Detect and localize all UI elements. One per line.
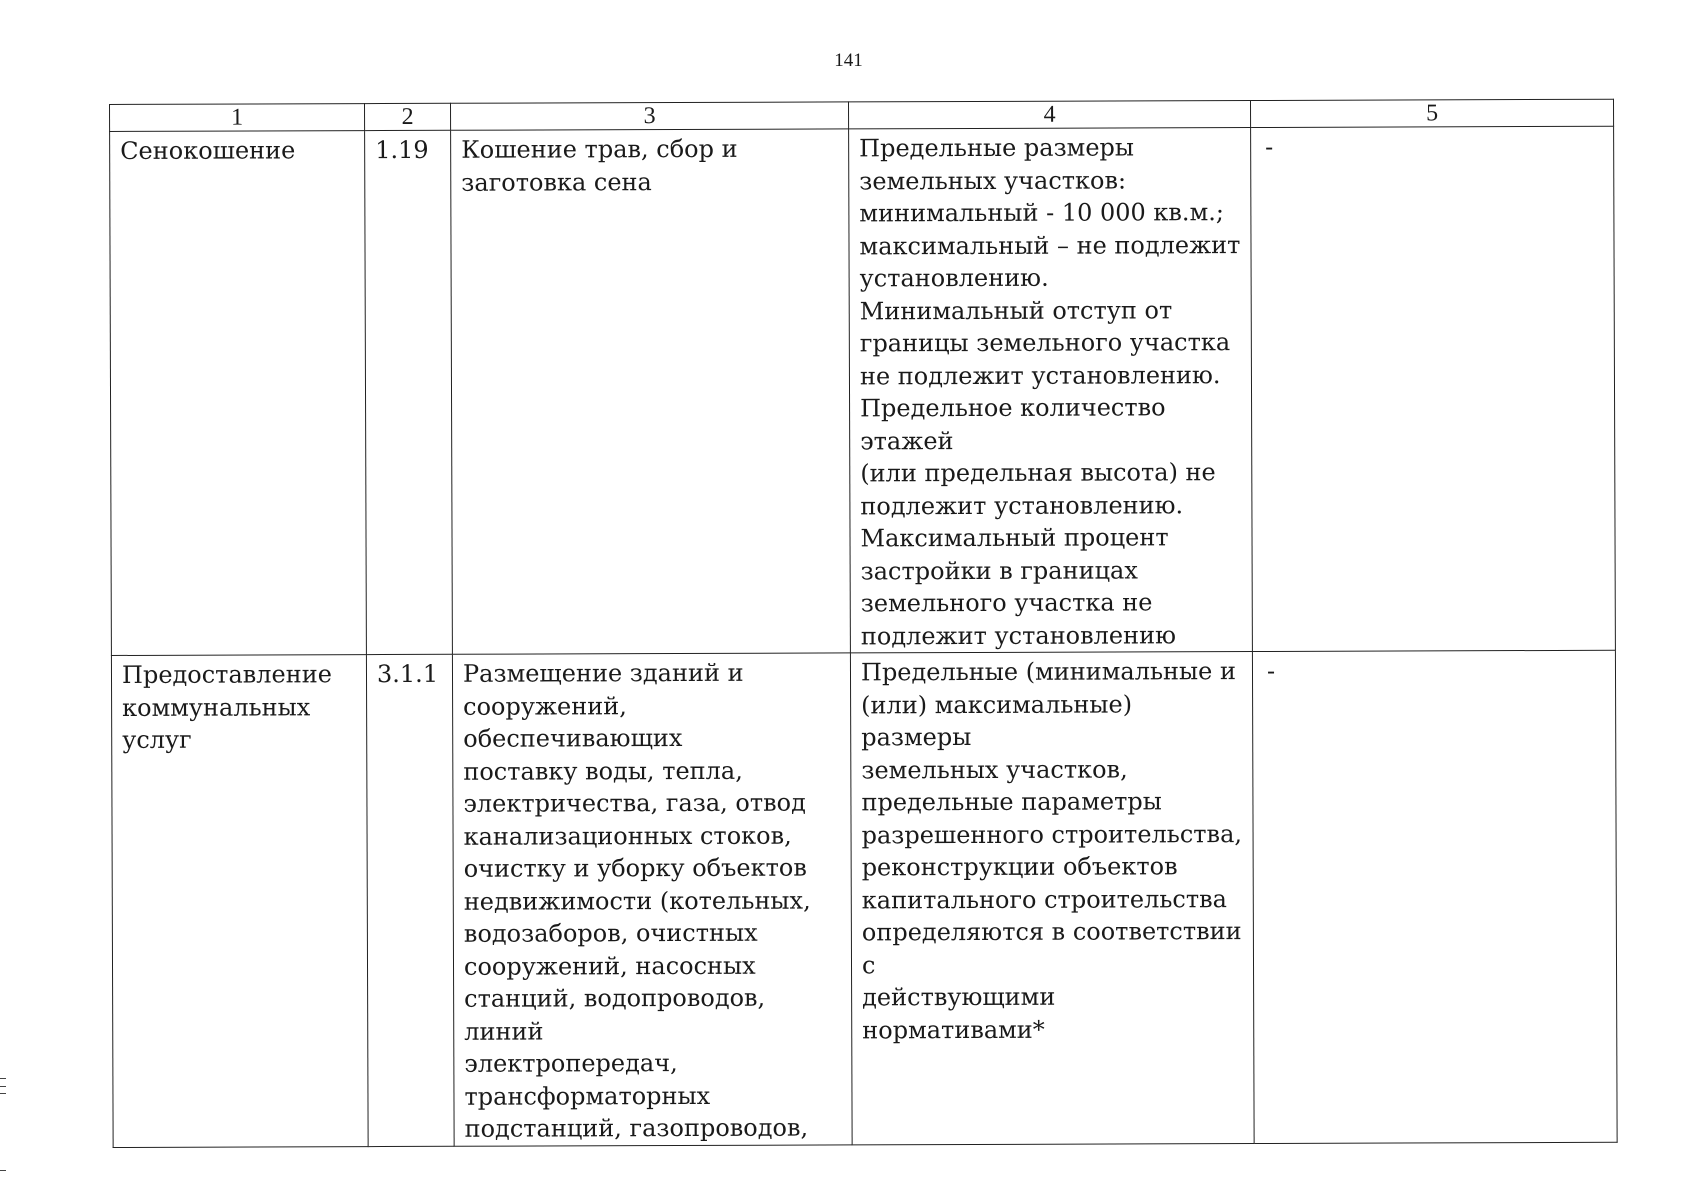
- table-row: [111, 650, 1617, 1147]
- page-number: 141: [834, 50, 863, 71]
- land-use-description: Размещение зданий и сооружений, обеспечивающих поставку воды, тепла, электричества, газа, отвод канализационных стоков, очистку и уборку объектов недвижимости (котельных, водозаборов, очистных сооружений, насосных станций, водопроводов, линий электропередач, трансформаторных подстанций, газопроводов,: [452, 653, 852, 1146]
- land-use-table: [109, 99, 1618, 1148]
- land-use-code: 1.19: [365, 130, 453, 654]
- land-use-name: Предоставление коммунальных услуг: [111, 655, 368, 1147]
- column-number: 3: [450, 102, 848, 130]
- column-number: 5: [1250, 99, 1613, 127]
- scan-margin-mark: [0, 1170, 6, 1171]
- land-use-parameters: Предельные размеры земельных участков: минимальный - 10 000 кв.м.; максимальный – не подлежит установлению. Минимальный отступ от границы земельного участка не подлежит установлению. Предельное количество этажей (или предельная высота) не подлежит установлению. Максимальный процент застройки в границах земельного участка не подлежит установлению: [849, 128, 1253, 653]
- land-use-restrictions: -: [1252, 650, 1617, 1143]
- land-use-name: Сенокошение: [110, 131, 367, 656]
- scan-margin-mark: [0, 1093, 6, 1094]
- land-use-code: 3.1.1: [366, 654, 454, 1146]
- column-number: 2: [365, 103, 451, 130]
- scan-margin-mark: [0, 1078, 6, 1079]
- column-number: 4: [848, 101, 1250, 129]
- column-number: 1: [110, 104, 365, 132]
- scan-margin-mark: [0, 1086, 6, 1087]
- land-use-parameters: Предельные (минимальные и (или) максимальные) размеры земельных участков, предельные параметры разрешенного строительства, реконструкции объектов капитального строительства определяются в соответствии с действующими нормативами*: [850, 652, 1254, 1145]
- land-use-restrictions: -: [1251, 126, 1616, 651]
- table-row: [110, 126, 1616, 655]
- land-use-description: Кошение трав, сбор и заготовка сена: [451, 129, 851, 654]
